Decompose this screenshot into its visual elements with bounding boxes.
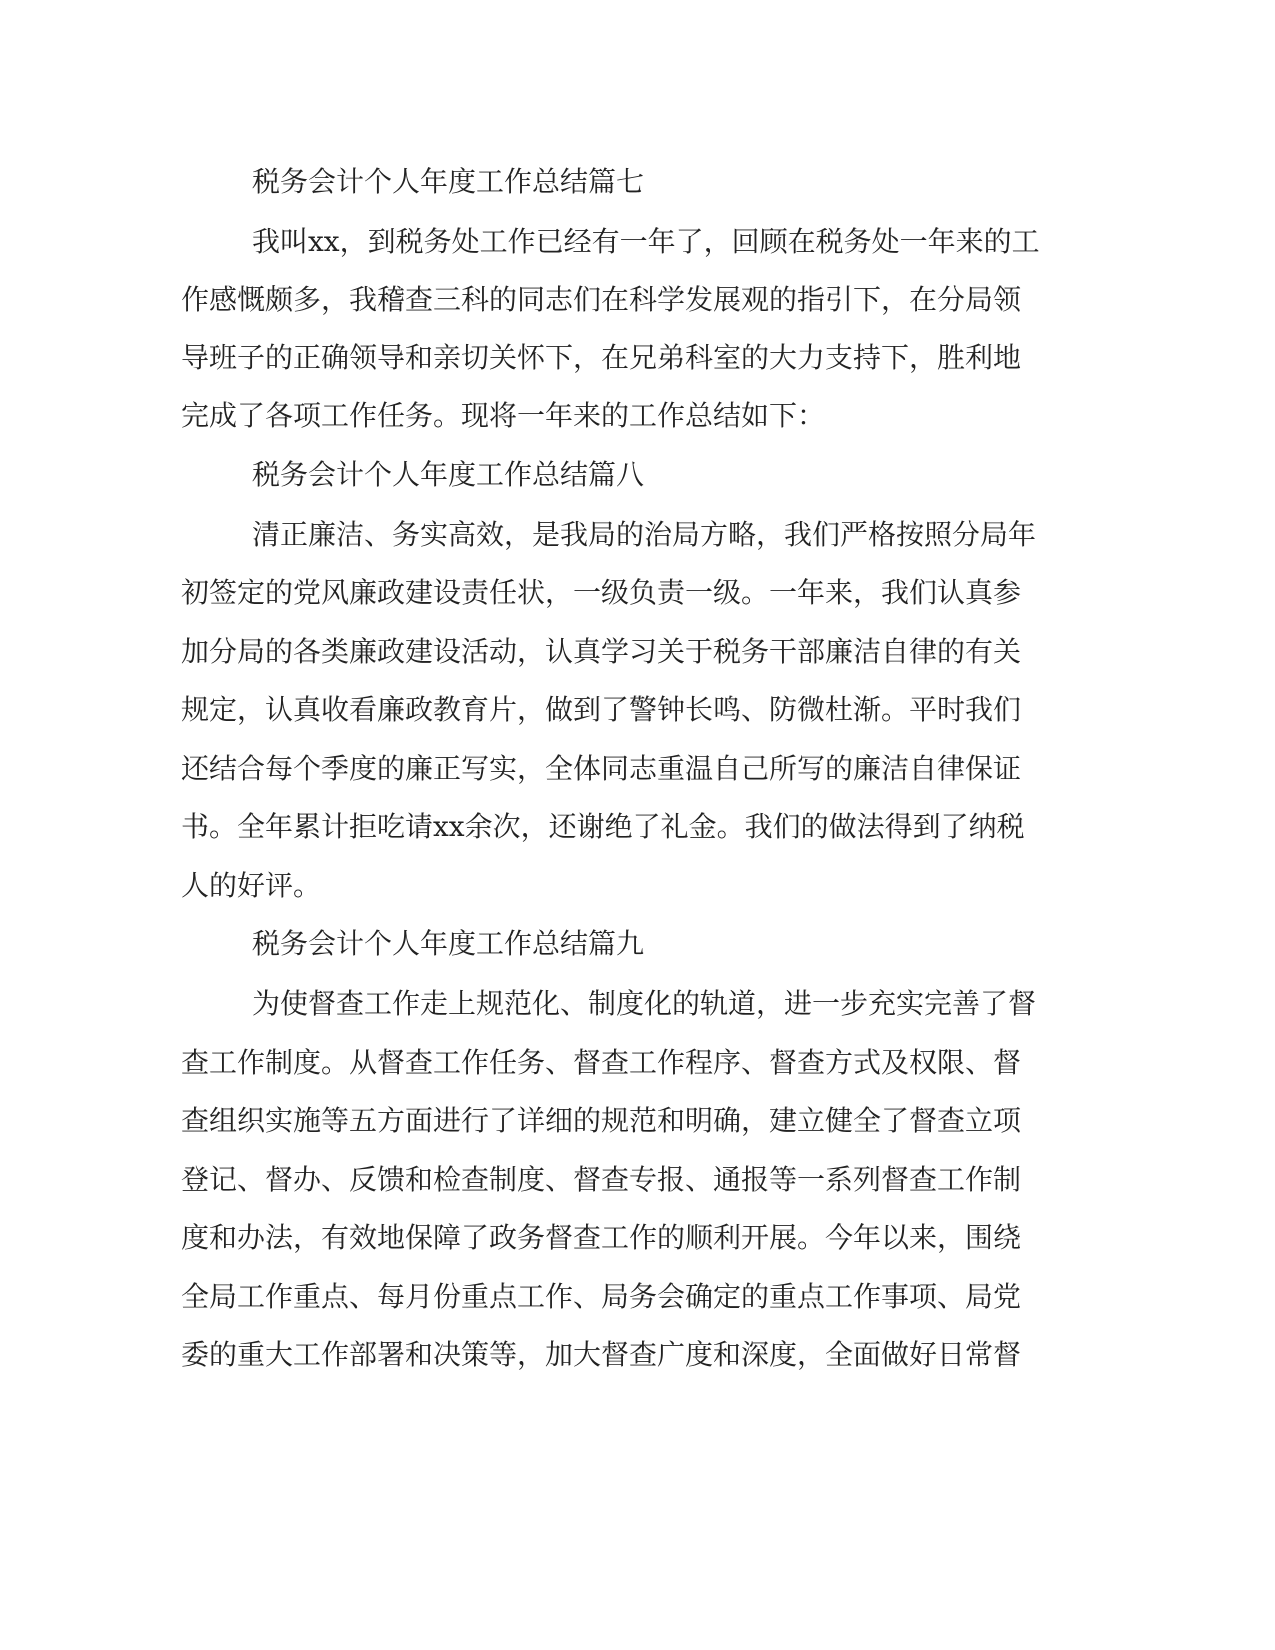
section-heading-8: 税务会计个人年度工作总结篇八	[252, 458, 645, 491]
section-heading-7: 税务会计个人年度工作总结篇七	[252, 165, 645, 198]
paragraph-line: 加分局的各类廉政建设活动，认真学习关于税务干部廉洁自律的有关	[181, 635, 1022, 668]
paragraph-line: 书。全年累计拒吃请xx余次，还谢绝了礼金。我们的做法得到了纳税	[181, 810, 1025, 843]
paragraph-line: 度和办法，有效地保障了政务督查工作的顺利开展。今年以来，围绕	[181, 1221, 1022, 1254]
paragraph-line: 查工作制度。从督查工作任务、督查工作程序、督查方式及权限、督	[181, 1046, 1022, 1079]
paragraph-line: 作感慨颇多，我稽查三科的同志们在科学发展观的指引下，在分局领	[181, 283, 1022, 316]
paragraph-line: 委的重大工作部署和决策等，加大督查广度和深度，全面做好日常督	[181, 1338, 1022, 1371]
paragraph-line: 为使督查工作走上规范化、制度化的轨道，进一步充实完善了督	[252, 987, 1037, 1020]
paragraph-line: 清正廉洁、务实高效，是我局的治局方略，我们严格按照分局年	[252, 518, 1037, 551]
section-heading-9: 税务会计个人年度工作总结篇九	[252, 927, 645, 960]
paragraph-line: 规定，认真收看廉政教育片，做到了警钟长鸣、防微杜渐。平时我们	[181, 693, 1022, 726]
paragraph-line: 登记、督办、反馈和检查制度、督查专报、通报等一系列督查工作制	[181, 1163, 1022, 1196]
paragraph-line: 人的好评。	[181, 869, 322, 902]
paragraph-line: 导班子的正确领导和亲切关怀下，在兄弟科室的大力支持下，胜利地	[181, 341, 1022, 374]
paragraph-line: 完成了各项工作任务。现将一年来的工作总结如下：	[181, 399, 826, 432]
paragraph-line: 我叫xx，到税务处工作已经有一年了，回顾在税务处一年来的工	[252, 225, 1040, 258]
paragraph-line: 还结合每个季度的廉正写实，全体同志重温自己所写的廉洁自律保证	[181, 752, 1022, 785]
paragraph-line: 查组织实施等五方面进行了详细的规范和明确，建立健全了督查立项	[181, 1104, 1022, 1137]
paragraph-line: 全局工作重点、每月份重点工作、局务会确定的重点工作事项、局党	[181, 1280, 1022, 1313]
paragraph-line: 初签定的党风廉政建设责任状，一级负责一级。一年来，我们认真参	[181, 576, 1022, 609]
